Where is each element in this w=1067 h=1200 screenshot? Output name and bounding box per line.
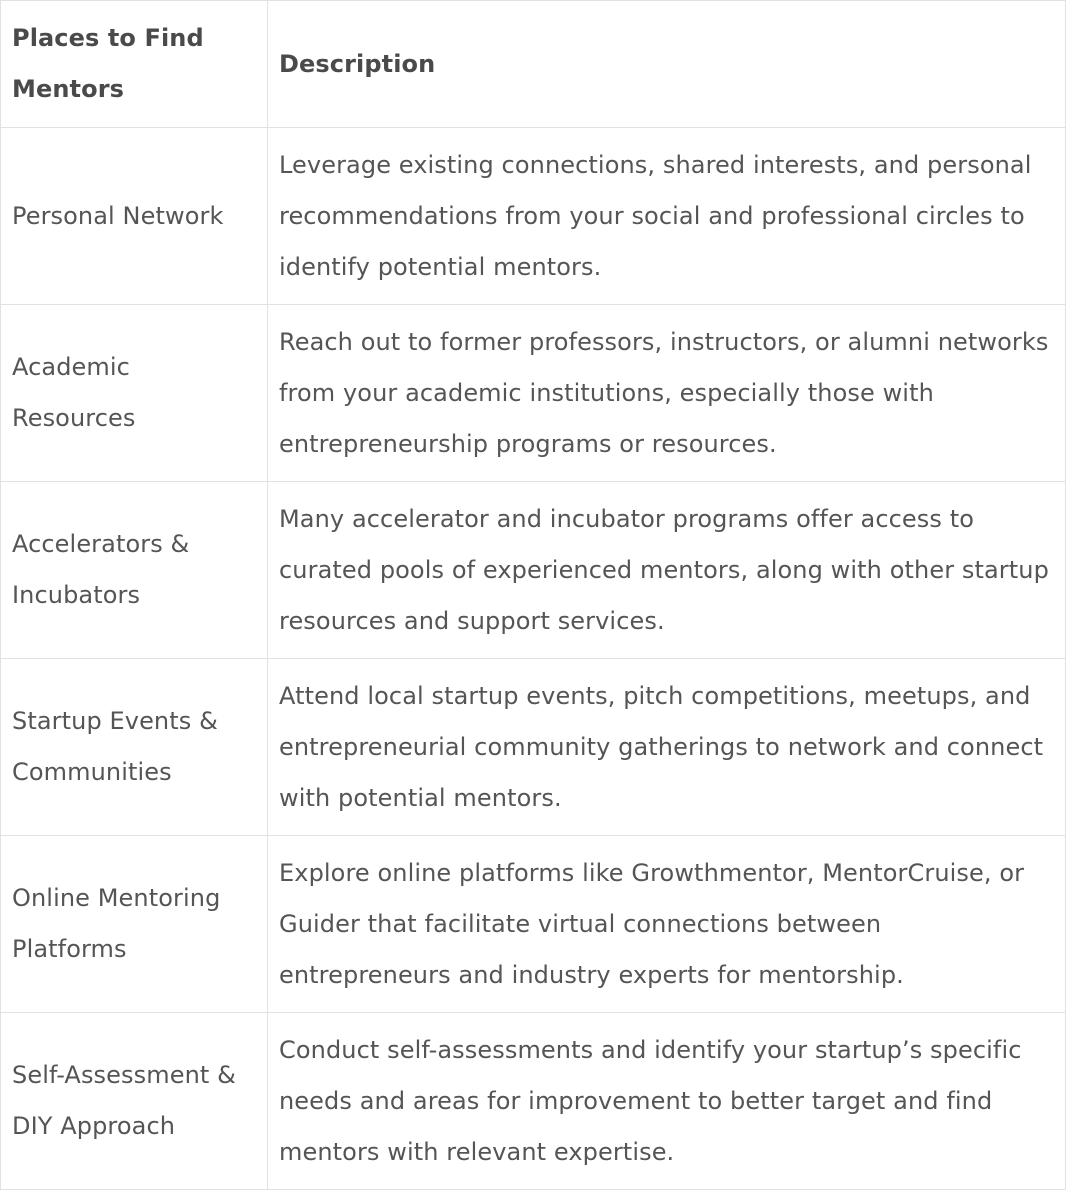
table-header (1, 1, 1066, 128)
place-cell: Online Mentoring Platforms (1, 836, 268, 1013)
column-header-places: Places to Find Mentors (1, 1, 268, 128)
table-row (1, 305, 1066, 482)
header-row (1, 1, 1066, 128)
table-body (1, 128, 1066, 1190)
table-row (1, 128, 1066, 305)
table-row (1, 482, 1066, 659)
place-cell: Academic Resources (1, 305, 268, 482)
description-cell: Explore online platforms like Growthmentor, MentorCruise, or Guider that facilitate virtual connections between entrepreneurs and industry experts for mentorship. (268, 836, 1066, 1013)
description-cell: Conduct self-assessments and identify your startup’s specific needs and areas for improvement to better target and find mentors with relevant expertise. (268, 1013, 1066, 1190)
description-cell: Attend local startup events, pitch competitions, meetups, and entrepreneurial community gatherings to network and connect with potential mentors. (268, 659, 1066, 836)
place-cell: Accelerators & Incubators (1, 482, 268, 659)
table-row (1, 836, 1066, 1013)
table-row (1, 1013, 1066, 1190)
place-cell: Startup Events & Communities (1, 659, 268, 836)
description-cell: Leverage existing connections, shared interests, and personal recommendations from your social and professional circles to identify potential mentors. (268, 128, 1066, 305)
place-cell: Personal Network (1, 128, 268, 305)
table-row (1, 659, 1066, 836)
place-cell: Self-Assessment & DIY Approach (1, 1013, 268, 1190)
column-header-description: Description (268, 1, 1066, 128)
description-cell: Reach out to former professors, instructors, or alumni networks from your academic institutions, especially those with entrepreneurship programs or resources. (268, 305, 1066, 482)
description-cell: Many accelerator and incubator programs offer access to curated pools of experienced mentors, along with other startup resources and support services. (268, 482, 1066, 659)
